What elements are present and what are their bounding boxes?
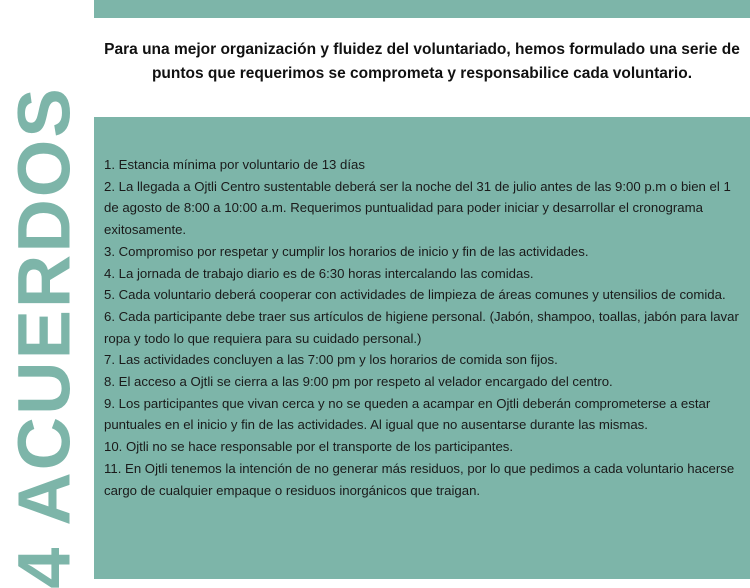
agreement-item-7: 7. Las actividades concluyen a las 7:00 pm y los horarios de comida son fijos. bbox=[104, 352, 558, 368]
intro-text: Para una mejor organización y fluidez del voluntariado, hemos formulado una serie de puntos que requerimos se comprometa y responsabilice cada voluntario. bbox=[104, 41, 740, 82]
agreement-item-8: 8. El acceso a Ojtli se cierra a las 9:00 pm por respeto al velador encargado del centro. bbox=[104, 374, 613, 390]
agreement-item-1: 1. Estancia mínima por voluntario de 13 días bbox=[104, 157, 365, 172]
agreement-item-4: 4. La jornada de trabajo diario es de 6:30 horas intercalando las comidas. bbox=[104, 265, 534, 281]
agreement-item-6: 6. Cada participante debe traer sus artículos de higiene personal. (Jabón, shampoo, toallas, jabón para lavar ropa y todo lo que requiera para su cuidado personal.) bbox=[104, 308, 739, 346]
agreements-panel bbox=[94, 117, 750, 579]
side-title bbox=[0, 85, 90, 588]
agreement-item-9: 9. Los participantes que vivan cerca y no se queden a acampar en Ojtli deberán comprometerse a estar puntuales en el inicio y fin de las actividades. Al igual que no ausentarse durante las mismas. bbox=[104, 395, 711, 433]
agreement-item-3: 3. Compromiso por respetar y cumplir los horarios de inicio y fin de las actividades. bbox=[104, 243, 589, 259]
agreement-item-10: 10. Ojtli no se hace responsable por el transporte de los participantes. bbox=[104, 439, 514, 455]
agreements-list bbox=[104, 154, 744, 501]
agreement-item-5: 5. Cada voluntario deberá cooperar con actividades de limpieza de áreas comunes y utensilios de comida. bbox=[104, 287, 726, 303]
agreement-item-11: 11. En Ojtli tenemos la intención de no generar más residuos, por lo que pedimos a cada voluntario hacerse cargo de cualquier empaque o residuos inorgánicos que traigan. bbox=[104, 460, 735, 498]
top-accent-band bbox=[94, 0, 750, 18]
agreement-item-2: 2. La llegada a Ojtli Centro sustentable deberá ser la noche del 31 de julio antes de las 9:00 p.m o bien el 1 de agosto de 8:00 a 10:00 a.m. Requerimos puntualidad para poder iniciar y desarrollar el cronograma exitosamente. bbox=[104, 178, 731, 238]
side-title-text: 4 ACUERDOS bbox=[2, 85, 86, 588]
